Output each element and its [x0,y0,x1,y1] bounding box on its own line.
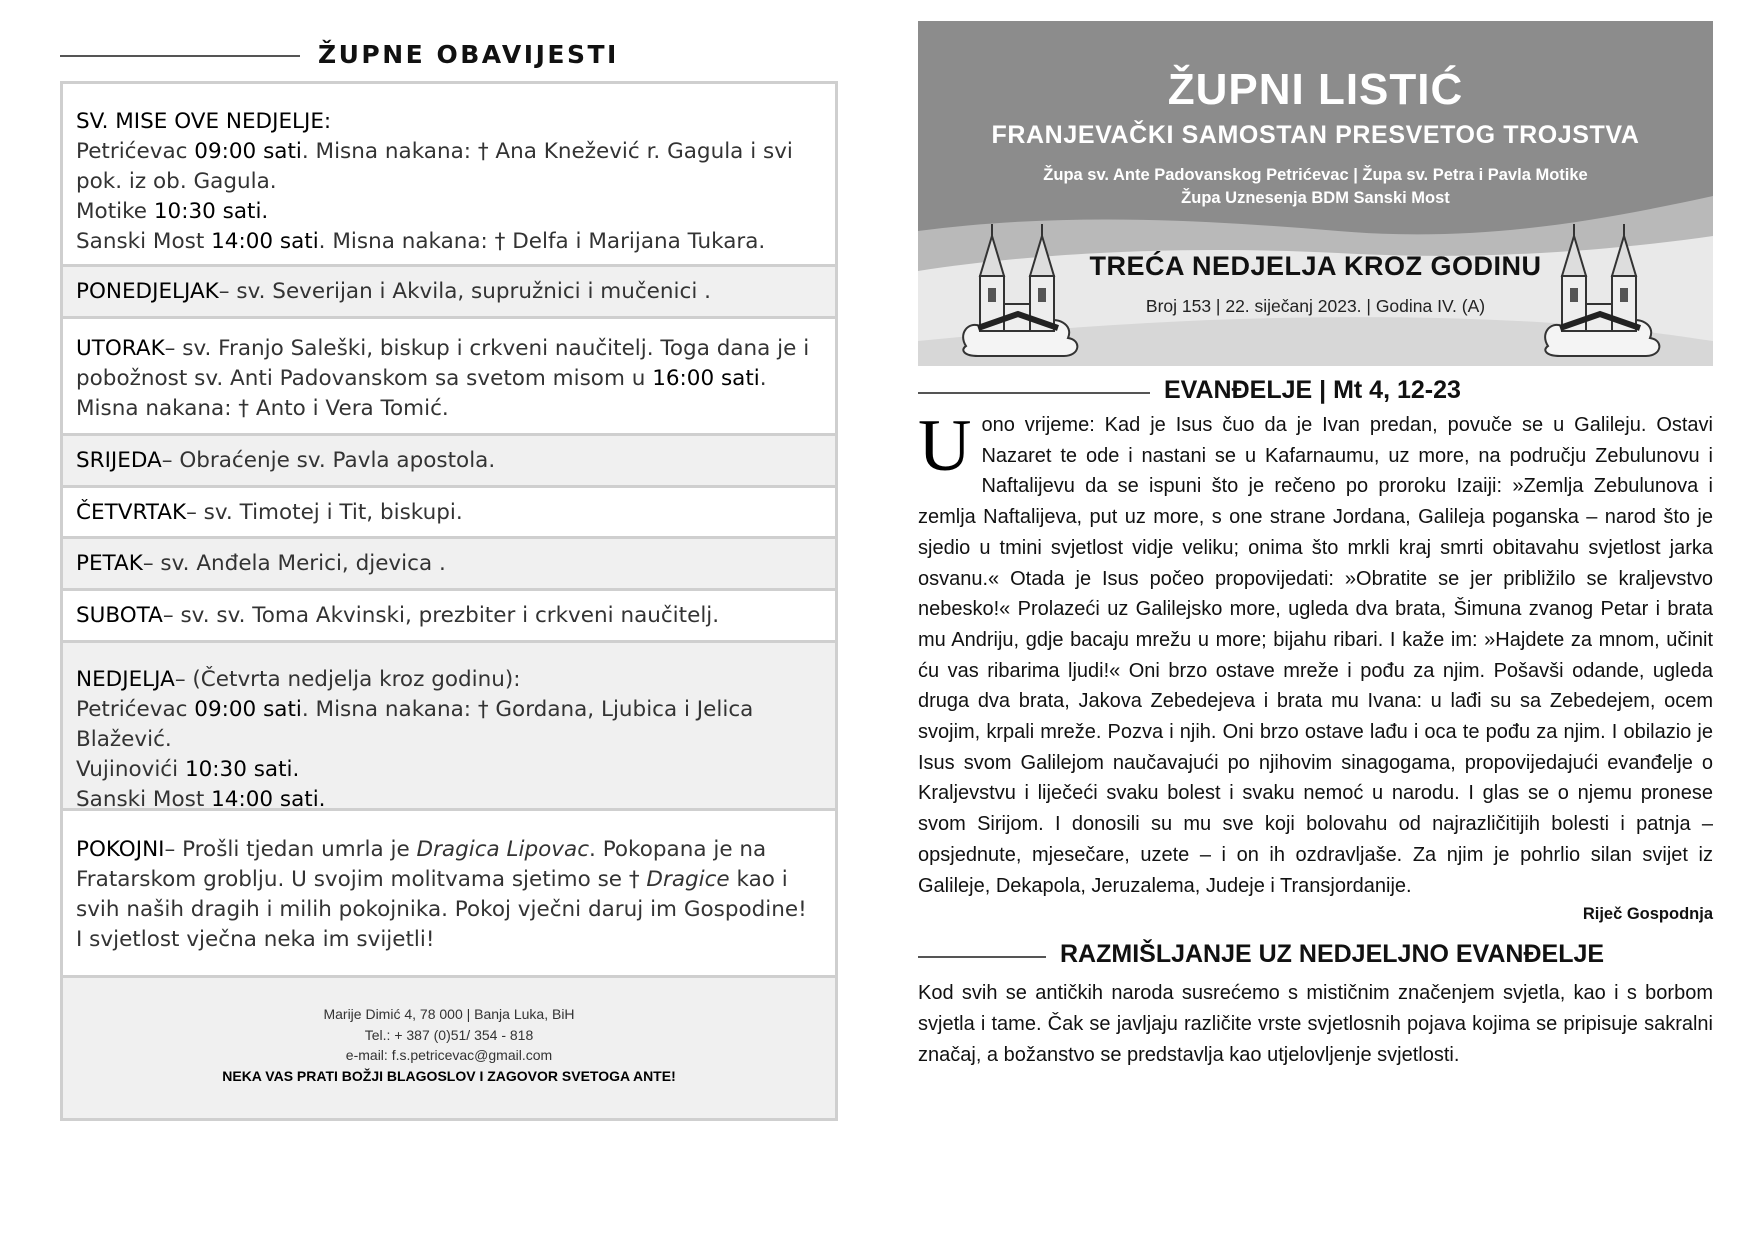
tuesday-box [63,316,835,433]
header-rule [918,392,1150,394]
sunday-masses-box [63,81,835,264]
parish-notices-page [60,38,838,1084]
day-label: SRIJEDA [76,448,162,473]
notices-list [60,81,838,1121]
saturday-box [63,588,835,640]
reflection-title: RAZMIŠLJANJE UZ NEDJELJNO EVANĐELJE [1060,940,1605,969]
monastery-name: FRANJEVAČKI SAMOSTAN PRESVETOG TROJSTVA [991,121,1640,149]
contact-footer [63,975,835,1118]
mass-intention: . Misna nakana: † Anto i Vera Tomić. [76,366,767,421]
day-label: PONEDJELJAK [76,279,219,304]
mass-time: 09:00 sati [194,697,302,722]
day-label: ČETVRTAK [76,500,187,525]
day-text: kao i svih naših dragih i milih pokojnika. Pokoj vječni daruj im Gospodine! I svjetlost vječna neka im svijetli! [76,867,807,952]
day-text: – sv. Franjo Saleški, biskup i crkveni naučitelj. Toga dana je i pobožnost sv. Anti Padovanskom sa svetom misom u [76,336,810,391]
mass-intention: . Misna nakana: † Gordana, Ljubica i Jelica Blažević. [76,697,754,752]
mass-place: Sanski Most [76,787,212,812]
mass-time: 14:00 sati [211,229,319,254]
reflection-header [918,938,1713,974]
day-label: PETAK [76,551,143,576]
monday-box [63,264,835,316]
gospel-title: EVANĐELJE | Mt 4, 12-23 [1164,376,1461,404]
drop-cap: U [918,405,972,487]
address: Marije Dimić 4, 78 000 | Banja Luka, BiH [323,1006,575,1022]
day-text: – sv. sv. Toma Akvinski, prezbiter i crkveni naučitelj. [162,603,720,628]
parishes-line: Župa sv. Ante Padovanskog Petrićevac | Župa sv. Petra i Pavla Motike [1043,166,1588,184]
blessing: NEKA VAS PRATI BOŽJI BLAGOSLOV I ZAGOVOR SVETOGA ANTE! [222,1067,676,1084]
day-text: – Prošli tjedan umrla je [164,837,417,862]
bulletin-page [918,21,1713,1070]
church-icon [1540,216,1670,361]
day-text: – (Četvrta nedjelja kroz godinu): [174,667,521,692]
thursday-box [63,485,835,536]
sunday-title: TREĆA NEDJELJA KROZ GODINU [1089,251,1542,281]
mass-place: Petrićevac [76,697,195,722]
bulletin-banner [918,21,1713,366]
parishes-line: Župa Uznesenja BDM Sanski Most [1181,189,1450,207]
day-label: SUBOTA [76,603,163,628]
day-text: – Obraćenje sv. Pavla apostola. [161,448,496,473]
deceased-name: Dragica Lipovac [416,837,590,862]
header-rule [918,956,1046,958]
deceased-box [63,808,835,975]
parish-list [918,164,1713,210]
wednesday-box [63,433,835,485]
mass-intention: . Misna nakana: † Ana Knežević r. Gagula i svi pok. iz ob. Gagula. [76,139,793,194]
day-label: UTORAK [76,336,165,361]
bulletin-title: ŽUPNI LISTIĆ [1167,65,1464,114]
mass-time: 14:00 sati. [211,787,326,812]
header-rule [60,55,300,57]
notices-title: ŽUPNE OBAVIJESTI [318,40,619,69]
day-text: – sv. Severijan i Akvila, supružnici i mučenici . [218,279,711,304]
gospel-header [918,374,1713,410]
masses-title: SV. MISE OVE NEDJELJE: [76,109,332,134]
mass-place: Vujinovići [76,757,185,782]
day-text: – sv. Anđela Merici, djevica . [142,551,446,576]
email: e-mail: f.s.petricevac@gmail.com [345,1047,553,1063]
mass-place: Motike [76,199,154,224]
mass-time: 10:30 sati. [184,757,300,782]
sunday-box [63,640,835,812]
mass-place: Sanski Most [76,229,212,254]
gospel-body: ono vrijeme: Kad je Isus čuo da je Ivan predan, povuče se u Galileju. Ostavi Nazaret te ode i nastani se u Kafarnaumu, uz more, na području Zebulunovu i Naftalijevu da se ispuni što je rečeno po proroku Izaiji: »Zemlja Zebulunova i zemlja Naftalijeva, put uz more, s one strane Jordana, Galileja poganska – narod što je sjedio u tmini svjetlost vidje veliku; onima što mrkli kraj smrti obitavahu svjetlost jarka osvanu.« Otada je Isus počeo propovijedati: »Obratite se jer približilo se kraljevstvo nebesko!« Prolazeći uz Galilejsko more, ugleda dva brata, Šimuna zvanog Petar i brata mu Andriju, gdje bacaju mrežu u more; bijahu ribari. I kaže im: »Hajdete za mnom, učinit ću vas ribarima ljudi!« Oni brzo ostave mreže i pođu za njim. Pošavši odande, ugleda druga dva brata, Jakova Zebedejeva i brata mu Ivana: u lađi su sa Zebedejem, ocem svojim, krpali mreže. Pozva i njih. Oni brzo ostave lađu i oca te pođu za njim. I obilazio je Isus svom Galilejom naučavajući po njihovim sinagogama, propovijedajući evanđelje o Kraljevstvu i liječeći svaku bolest i svaku nemoć u narodu. I glas se o njemu pronese svom Sirijom. I donosili su mu sve koji bolovahu od najrazličitijih bolesti i patnja – opsjednute, mjesečare, uzete – i on ih ozdravljaše. Za njim je pohrlio silan svijet iz Galileje, Dekapola, Jeruzalema, Judeje i Transjordanije. [918,414,1713,897]
mass-intention: . Misna nakana: † Delfa i Marijana Tukara. [318,229,766,254]
notices-header [60,38,838,78]
deceased-name: Dragice [646,867,730,892]
day-text: – sv. Timotej i Tit, biskupi. [186,500,463,525]
friday-box [63,536,835,588]
issue-info: Broj 153 | 22. siječanj 2023. | Godina IV. (A) [1145,296,1486,316]
gospel-source: Riječ Gospodnja [1582,905,1713,924]
mass-time: 10:30 sati. [153,199,269,224]
mass-time: 09:00 sati [194,139,302,164]
mass-place: Petrićevac [76,139,195,164]
mass-time: 16:00 sati [652,366,760,391]
gospel-text [918,405,1713,901]
day-label: NEDJELJA [76,667,175,692]
reflection-text: Kod svih se antičkih naroda susrećemo s mističnim značenjem svjetla, kao i s borbom svjetla i tame. Čak se javljaju različite vrste svjetlosnih pojava kojima se pripisuje sakralni značaj, a božanstvo se predstavlja kao utjelovljenje svjetlosti. [918,982,1713,1066]
church-icon [958,216,1088,361]
day-label: POKOJNI [76,837,165,862]
phone: Tel.: + 387 (0)51/ 354 - 818 [364,1026,534,1043]
day-text: . Pokopana je na Fratarskom groblju. U svojim molitvama sjetimo se † [76,837,767,892]
